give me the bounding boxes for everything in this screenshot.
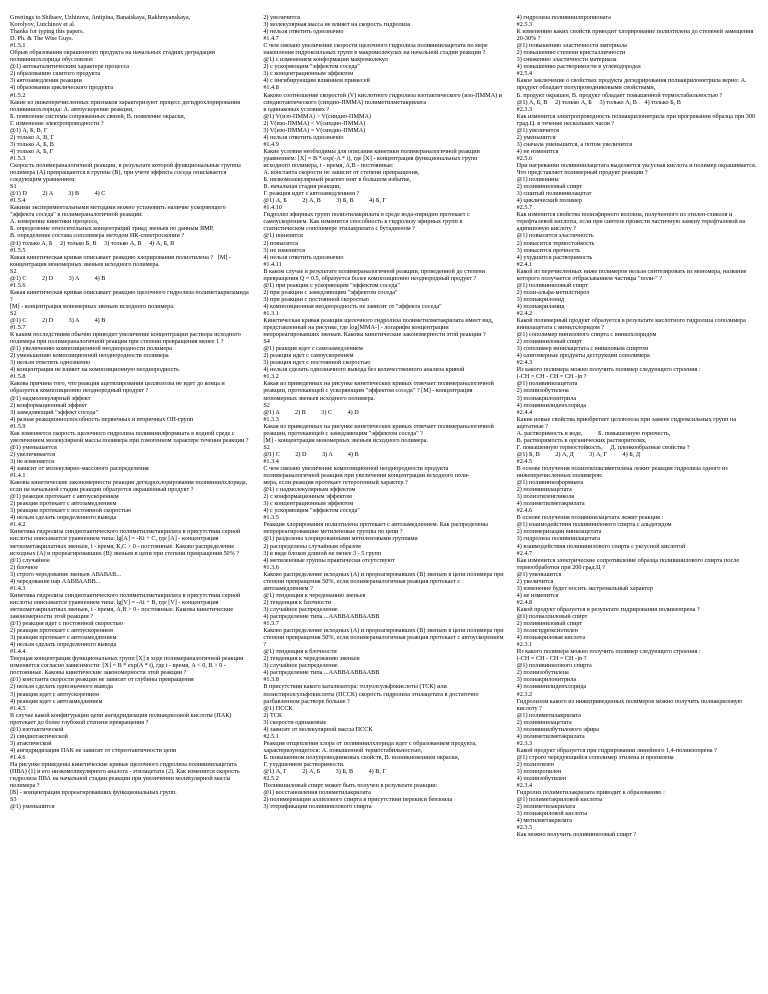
- text-line: @1) увеличению композиционной неоднородности полимера: [10, 345, 172, 353]
- text-line: 3) изменение будет носить экстремальный характер: [516, 584, 653, 592]
- text-line: #1.5.2: [10, 91, 26, 99]
- text-line: #1.5.1: [10, 42, 26, 50]
- text-line: Какой продукт образуется при гидрировании линейного 1,4-полиизопрена ?: [516, 746, 717, 754]
- text-line: 4) ухудшится растворимость: [516, 253, 593, 261]
- text-line: 2) повысится: [263, 239, 298, 247]
- text-line: 2) уменьшению композиционной неоднородности полимера: [10, 352, 169, 360]
- text-line: 2) V(изо-ПММА) < V(синдио-ПММА): [263, 119, 366, 127]
- text-line: @1) восстановления полиметилакрилата: [263, 789, 371, 797]
- text-line: 4) только А, Б, Г: [10, 147, 54, 155]
- text-line: 3) замедляющий "эффект соседа": [10, 408, 99, 416]
- text-line: #1.5.8: [10, 373, 26, 381]
- text-line: #1.5.6: [10, 281, 26, 289]
- text-line: 2) реакция идет с самоускорением: [263, 352, 354, 360]
- text-line: 3) строго чередование звеньев АВАВАВ...: [10, 570, 121, 578]
- text-line: [M] - концентрация мономерных звеньев исходного полимера.: [10, 302, 175, 310]
- text-line: #2.3.3: [516, 105, 533, 113]
- text-line: @1) C 2) D 3) A 4) B: [263, 450, 359, 458]
- column-left: [10, 14, 251, 990]
- text-line: 2) только А, В, Г: [10, 133, 54, 141]
- text-line: мера, если реакция протекает гетерогенный характер ?: [263, 479, 408, 487]
- text-line: Скорость полимераналогичной реакции, в результате которой функциональные группы полимера (А) превращаются в группы (В), при учете эффекта соседа описывается следующим уравнением:: [10, 161, 243, 184]
- text-line: [M] - концентрация мономерных звеньев исходного полимера.: [263, 436, 428, 444]
- text-line: 4) полиметилметакрилата: [516, 732, 585, 740]
- text-line: Какой продукт образуется в результате гидрирования полиизопрена ?: [516, 605, 700, 613]
- text-line: @1) реакция идет с самозамедлением: [263, 345, 363, 353]
- text-line: @1) тенденция к чередованию звеньев: [263, 591, 366, 599]
- text-line: #1.4.10: [263, 204, 282, 212]
- text-line: #2.5.7: [516, 204, 533, 212]
- text-line: А. измерение кинетики процесса,: [10, 218, 99, 226]
- text-line: 3) нельзя ответить однозначно: [10, 359, 91, 367]
- text-line: Б. низкомолекулярный реагент взят в большом избытке,: [263, 176, 412, 184]
- text-line: 4) нельзя сделать однозначного вывода без количественного анализа кривой: [263, 366, 465, 374]
- text-line: 3) только А, Б, В: [10, 140, 54, 148]
- text-line: При нагревании поливинилацетата выделяется уксусная кислота и полимер окрашивается. Что представляет полимерный продукт реакции ?: [516, 161, 758, 177]
- text-line: 2) тенденция к блочности: [263, 598, 332, 606]
- text-line: 2) полиметилакрилата: [516, 803, 576, 811]
- text-line: 2) увеличится: [516, 577, 554, 585]
- text-line: 2) распределены случайным образом: [263, 542, 361, 550]
- text-line: 4) повышению растворимости в углеводородах: [516, 63, 641, 71]
- text-line: S2: [10, 309, 17, 317]
- text-line: 3) этерификации поливинилового спирта: [263, 803, 372, 811]
- text-line: Г. реакция идет с автозамедлением ?: [263, 190, 360, 198]
- text-line: 4) реакция идет с автозамедлением: [10, 697, 103, 705]
- text-line: S4: [263, 338, 270, 346]
- text-line: В каком случае в результате полимераналогичной реакции, проведенной до степени превращения Q = 0.5, образуется более композиционно неоднородный продукт ?: [263, 267, 487, 282]
- text-line: @1) А, Б, В 2) только А, Б 3) только А, В 4) только Б, В: [516, 98, 681, 106]
- text-line: 3) снижению эластичности материала: [516, 56, 617, 64]
- text-line: 2) увеличится: [263, 14, 300, 21]
- text-line: #1.4.8: [263, 84, 279, 92]
- text-line: 2) ТСК: [263, 711, 283, 719]
- text-line: 2) поливинилацетата: [516, 486, 572, 494]
- text-line: Кинетическая кривая реакции щелочного гидролиза полиметилметакрилата имеет вид, представленный на рисунке, где log[ММА-] - логарифм концентрации непрореагировавших звеньев. Каковы кинетические закономерности этой реакции ?: [263, 317, 495, 339]
- text-line: @1) уменьшится: [10, 803, 55, 811]
- text-line: @1) полиенины: [516, 176, 559, 184]
- text-line: 4) метилметакрилата: [516, 817, 572, 825]
- text-line: 4) концентрация не влияет на композиционную неоднородность: [10, 366, 179, 374]
- text-line: @1) разделены хлорированными метиленовыми группами: [263, 535, 418, 543]
- text-line: Б. продукт окрашен, В. продукт обладает повышенной термостабильностью ?: [516, 91, 723, 99]
- text-line: 4) нельзя ответить однозначно: [263, 28, 344, 36]
- text-line: 4) гидролиза поливинилпропионата: [516, 14, 611, 21]
- text-line: S1: [10, 183, 17, 191]
- text-line: #1.4.4: [10, 648, 26, 656]
- text-line: Б. появление системы сопряженных связей, В. появление окраски,: [10, 112, 186, 120]
- text-line: Thanks for typing this papers.: [10, 28, 85, 36]
- text-line: 4) поливинилиденхлорида: [516, 401, 587, 409]
- text-line: 4) нельзя ответить однозначно: [263, 253, 344, 261]
- text-line: 2) при реакции с замедляющим "эффектом соседа": [263, 288, 398, 296]
- text-line: К изменению каких свойств приводит хлорирование полиэтилена до степеней замещения 20-30% ?: [516, 28, 755, 43]
- text-line: С чем связано увеличение скорости щелочного гидролиза поливинилацетата по мере накопления гидроксильных групп в макромолекулах на начальной стадии реакции ?: [263, 42, 490, 57]
- text-line: 2) полиизобутилена: [516, 669, 569, 677]
- text-line: @1) с надмолекулярным эффектом: [263, 486, 356, 494]
- text-line: Реакция отщепления хлора от поливинилхлорида идет с образованием продукта, характеризующегося: А. повышенной термостабильностью,: [263, 739, 479, 754]
- text-line: 3) с концентрационным эффектом: [263, 70, 354, 78]
- text-line: 3) полиакрилонитрила: [516, 676, 577, 684]
- text-line: 3) сополимер винилацетата с виниловым спиртом: [516, 345, 649, 353]
- column-middle: [263, 14, 504, 990]
- text-line: #2.4.6: [516, 507, 533, 515]
- text-line: 3) молекулярная масса не влияет на скорость гидролиза: [263, 21, 411, 29]
- text-line: Какие из нижеперечисленных признаков характеризуют процесс дегидрохлорирования поливинилхлорида: А. автоускорение реакции,: [10, 98, 242, 113]
- text-line: 3) полиакрилонид: [516, 295, 565, 303]
- text-line: @1) D 2) A 3) B 4) C: [10, 190, 106, 198]
- text-line: 3) не изменяется: [10, 457, 54, 465]
- text-line: С чем связано увеличение композиционной неоднородности продукта полимераналогичной реакции при увеличении концентрации исходного поли-: [263, 465, 470, 480]
- text-line: #2.5.2: [263, 775, 279, 783]
- text-line: 4) ангидридизация ПАК не зависит от стереотактичности цепи: [10, 746, 177, 754]
- text-line: 2) реакция протекает с автозамедлением: [10, 500, 117, 508]
- text-line: В. начальная стадия реакции,: [263, 183, 341, 191]
- text-line: 2) повысится термостойкость: [516, 239, 595, 247]
- text-line: Б. повышенном полупроводниковых свойств, В. возникновением окраски,: [263, 753, 460, 761]
- text-line: #1.3.1: [263, 309, 279, 317]
- text-line: #1.3.7: [263, 620, 279, 628]
- text-line: В присутствии какого катализатора: толуолсульфокислоты (ТСК) или полистиролсульфокислоты (ПССК) скорость гидролиза этилацетата в достаточно разбавленном растворе больше ?: [263, 683, 481, 705]
- text-line: @1) повысится эластичность: [516, 232, 594, 240]
- text-line: D. Ph. & The Wise Guys.: [10, 35, 74, 43]
- text-line: #2.4.2: [516, 309, 533, 317]
- text-line: 4) полиакриламид: [516, 302, 565, 310]
- text-line: 3) полиэтиленгликоля: [516, 493, 575, 501]
- text-line: 3) случайное распределение: [263, 662, 338, 670]
- text-line: Как изменится электропроводность полиакрилонитрила при прогревании образца при 300 град.Ц. в течение нескольких часов ?: [516, 112, 757, 127]
- text-line: #2.4.5: [516, 457, 533, 465]
- text-line: #1.3.4: [263, 457, 279, 465]
- text-line: 4) нельзя сделать определенного вывода: [10, 641, 117, 649]
- text-line: @1) C 2) D 3) A 4) B: [10, 317, 106, 325]
- column-right: [517, 14, 758, 990]
- text-line: @1) A 2) B 3) C 4) D: [263, 408, 359, 416]
- text-line: Поливиниловый спирт может быть получен в результате реакции:: [263, 782, 438, 790]
- text-line: Какое заключение о свойствах продукта дегидрирования полиакрилонитрила верно: А. продукт обладает полупроводниковыми свойствами,: [516, 77, 749, 92]
- text-line: Какие новые свойства приобретает целлюлоза при замене гидроксильных групп на ацетатные ?: [516, 415, 738, 430]
- text-line: @1) C 2) D 3) A 4) B: [10, 274, 106, 282]
- text-line: 4) распределение типа ...ААВВААВВААВВ: [263, 612, 380, 620]
- text-line: #2.4.1: [516, 260, 533, 268]
- text-line: 4) нельзя ответить однозначно: [263, 133, 344, 141]
- text-line: 2) с ускоряющим "эффектом соседа": [263, 63, 360, 71]
- text-line: Г. повышенную термостойкость, Д. пленкообразные свойства ?: [516, 443, 690, 451]
- text-line: 4) взаимодействия поливинилового спирта с уксусной кислотой: [516, 542, 686, 550]
- text-line: @1) понизится: [263, 232, 303, 240]
- text-line: 4) метиленовые группы практически отсутствуют: [263, 556, 395, 564]
- text-line: Как изменяется скорость щелочного гидролиза поливинилформиата в водной среде с увеличением молекулярной массы полимера при гомогенном характере течения реакции ?: [10, 429, 249, 444]
- text-line: 3) реакция идет с автоускорением: [10, 690, 99, 698]
- text-line: 4) не изменится: [516, 147, 559, 155]
- text-line: Какая из приведенных на рисунке кинетических кривых отвечает полимераналогичной реакции, протекающей с замедляющим "эффектом соседа" ?: [263, 422, 496, 437]
- text-line: @1) V(изо-ПММА) > V(синдио-ПММА): [263, 112, 372, 120]
- text-line: 2) поливиниловый спирт: [516, 338, 583, 346]
- text-line: Какой из перечисленных ниже полимеров нельзя синтезировать из мономера, название которого получается отбрасыванием частицы "поли-" ?: [516, 267, 749, 282]
- text-line: 3) с концентрационным эффектом: [263, 500, 354, 508]
- text-line: @1) повышению эластичности материала: [516, 42, 627, 50]
- text-line: @1) поливиниловый спирт: [516, 281, 588, 289]
- text-line: #1.4.1: [10, 472, 26, 480]
- text-line: Текущая концентрация функциональных групп [X] в ходе полимераналогичной реакции изменяется согласно зависимости: [X] = B * exp(A * t), где t - время, А < 0, В > 0 - постоянные. Каковы кинетические закономерности этой реакции ?: [10, 655, 245, 677]
- text-line: #1.5.4: [10, 197, 26, 205]
- text-line: 3) поливинилбутилового эфира: [516, 725, 600, 733]
- text-line: Каковы кинетические закономерности реакции дегидрохлорирования поливинилхлорида, если на начальной стадии реакции образуется окрашенный продукт ?: [10, 479, 249, 494]
- text-line: Гидролиз полиметилакрилата приводит к образованию :: [516, 789, 665, 797]
- text-line: Как можно получить поливиниловый спирт ?: [516, 831, 637, 839]
- text-line: Из какого полимера можно получить полимер следующего строения :: [516, 366, 701, 374]
- text-line: 2) уменьшится: [516, 133, 556, 141]
- text-line: На рисунке приведены кинетические кривые щелочного гидролиза поливинилацетата (ПВА) (1) и его низкомолекулярного аналога - этилацетата (2). Как изменится скорость гидролиза ПВА на начальной стадии реакции при увеличении молекулярной массы полимера ?: [10, 760, 242, 790]
- text-line: #1.3.5: [263, 514, 279, 522]
- text-line: 2) поливиниловый спирт: [516, 620, 583, 628]
- text-line: Как изменится свойства полиэфирного волокна, полученного из этилен-гликоля и терефталевой кислоты, если при синтезе провести частичную замену терефталевой на адипиновую кислоту ?: [516, 211, 747, 233]
- text-line: 4) зависит от молекулярно-массового распределения: [10, 465, 149, 472]
- text-line: 3) в виде блоков длиной не менее 3 - 5 групп: [263, 549, 382, 557]
- text-line: В основе получения поливинилацетата лежит реакция :: [516, 514, 664, 522]
- text-line: К каким последствиям обычно приводит увеличение концентрации раствора исходного полимера при полимераналогичной реакции при степени превращения менее 1 ?: [10, 331, 243, 346]
- text-line: 3) полиакриловой кислоты: [516, 810, 588, 818]
- text-line: Какая из приведенных на рисунке кинетических кривых отвечает полимераналогичной реакции, протекающей с ускоряющим "эффектом соседа" ? [M] - концентрация мономерных звеньев исходного полимера.: [263, 380, 496, 402]
- text-line: @1) полиаллиловый спирт: [516, 612, 588, 620]
- text-line: Г. ухудшением растворимости.: [263, 760, 345, 768]
- text-line: @1) реакция идет с постоянной скоростью: [10, 620, 123, 628]
- text-line: @1) взаимодействия поливинилового спирта с альдегидом: [516, 521, 672, 529]
- text-line: 2) блочное: [10, 563, 39, 571]
- text-line: 4) распределение типа ...ААВВААВВААВВ: [263, 669, 380, 677]
- text-line: #2.3.3: [516, 739, 533, 747]
- text-line: 3) не изменится: [263, 246, 305, 254]
- text-line: @1) случайное: [10, 556, 50, 564]
- text-line: @1) при реакции с ускоряющим "эффектом соседа": [263, 281, 400, 289]
- text-line: 4) образовании циклического продукта: [10, 84, 113, 92]
- text-line: 3) скорости одинаковые: [263, 718, 327, 726]
- text-line: #2.5.3: [516, 21, 533, 29]
- text-line: #1.4.3: [10, 584, 26, 592]
- text-line: #2.5.4: [516, 70, 533, 78]
- text-line: А. константа скорости не зависит от степени превращения,: [263, 169, 420, 177]
- text-line: 4) поливинилиденхлорида: [516, 683, 587, 691]
- text-line: 3) при реакции с постоянной скоростью: [263, 295, 369, 303]
- text-line: @1) уменьшается: [10, 443, 57, 451]
- text-line: S2: [263, 401, 270, 409]
- text-line: #1.4.9: [263, 140, 279, 148]
- text-line: S2: [263, 443, 270, 451]
- text-line: #1.4.6: [10, 753, 26, 761]
- text-line: S2: [10, 267, 17, 275]
- text-line: 4) циклический полимер: [516, 197, 582, 205]
- text-line: Greetings to Shibaev, Uzhinova, Antipina, Banatskaya, Rakhmyanskaya,: [10, 14, 191, 21]
- text-line: Какие условия необходимы для описания кинетики полимераналогичной реакции уравнением: [X] = B * exp(-A * t), где [X] - концентрация функциональных групп исходного полимера, t - время, А,В - постоянные:: [263, 147, 482, 169]
- text-line: 2) повышению степени кристалличности: [516, 49, 626, 57]
- text-line: 3) сшитый поливинилацетат: [516, 190, 592, 198]
- text-line: В. растворимость в органических растворителях,: [516, 436, 647, 444]
- text-line: 3) реакция идет с постоянной скоростью: [263, 359, 371, 367]
- text-line: #1.5.3: [10, 154, 26, 162]
- text-line: Какова причина того, что реакция ацетилирования целлюлозы не идет до конца и образуется композиционно неоднородный продукт ?: [10, 380, 227, 395]
- text-line: @1) поливинилацетата: [516, 380, 578, 388]
- text-line: 2) полимеризации аллилового спирта в присутствии перекиси бензоила: [263, 796, 453, 804]
- text-line: 4) композиционная неоднородность не зависит от "эффекта соседа": [263, 302, 442, 310]
- text-line: В основе получения полиэтилоксиметилена лежит реакция гидролиза одного из нижеперечисленных полимеров:: [516, 465, 730, 480]
- text-line: (-CH = CH - CH = CH -)n ?: [516, 373, 587, 381]
- text-line: #1.5.5: [10, 246, 26, 254]
- text-line: #1.3.6: [263, 563, 279, 571]
- text-line: @1) только А, Б 2) только Б, В 3) только А, В 4) А, Б, В: [10, 239, 175, 247]
- text-line: @1) поливинилформиата: [516, 479, 584, 487]
- text-line: @1) тенденция к блочности: [263, 648, 337, 656]
- text-line: Из какого полимера можно получить полимер следующего строения :: [516, 648, 701, 656]
- text-line: 4) полиакриловая кислота: [516, 634, 586, 642]
- text-line: @1) А, Б 2) А, В 3) Б, В 4) Б, Г: [263, 197, 387, 205]
- text-line: Кинетика гидролиза синдиотактического полиметилметакрилата в присутствии серной кислоты описывается уравнением типа: lg[A] = -Kt + C, где [A] - концентрация метилметакрилатных звеньев, t - время, К,С > 0 - постоянные. Каково распределение исходных (А) и прореагировавших (В) звеньев в цепи при степени превращения 50% ?: [10, 528, 242, 557]
- text-line: #2.4.4: [516, 408, 533, 416]
- text-line: Б. определение относительных концентраций триад звеньев по данным ЯМР,: [10, 225, 214, 233]
- text-line: 4) чередование пар ААВВААВВ...: [10, 577, 101, 585]
- text-line: 3) повысится прочность: [516, 246, 581, 254]
- text-line: #1.3.3: [263, 415, 279, 423]
- text-line: @1) надмолекулярный эффект: [10, 394, 91, 402]
- text-line: 2) образованию сшитого продукта: [10, 70, 101, 78]
- text-line: #1.3.8: [263, 676, 279, 684]
- text-line: @1) константа скорости реакции не зависит от глубины превращения: [10, 676, 194, 684]
- text-line: #1.4.11: [263, 260, 282, 268]
- text-line: #1.4.7: [263, 35, 279, 43]
- text-line: #1.4.5: [10, 704, 26, 712]
- text-line: 4) с ингибирующим влиянием примесей: [263, 77, 370, 85]
- text-line: 2) поливиниловый спирт: [516, 183, 583, 191]
- text-line: 3) V(изо-ПММА) = V(синдио-ПММА): [263, 126, 366, 134]
- text-line: Обрыв образования окрашенного продукта на начальных стадиях деградации поливинилхлорида обусловлен:: [10, 49, 217, 64]
- text-line: 2) полимеризации винилацетата: [516, 528, 602, 536]
- text-line: 4) не изменится: [516, 591, 559, 599]
- text-line: 3) атактической: [10, 739, 52, 747]
- text-line: #2.5.1: [263, 732, 279, 740]
- text-line: 3) случайное распределение: [263, 605, 338, 613]
- text-line: #2.4.7: [516, 549, 533, 557]
- text-line: Гидролиз эфирных групп полиэтилакрилата в среде вода-пиридин протекает с самоускорением. Как изменится способность к гидролизу эфирных групп в статистическом сополимере этилакрилата с бутадиеном ?: [263, 211, 472, 233]
- text-line: Какая кинетическая кривая описывает реакцию щелочного гидролиза полиметакриламида ?: [10, 288, 251, 303]
- text-line: Каково распределение исходных (А) и прореагировавших (В) звеньев в цепи полимера при степени превращения 50%, если полимераналогичная реакция протекает с автоускорением ?: [263, 627, 506, 649]
- text-line: [В] - концентрация прореагировавших функциональных групп.: [10, 789, 177, 797]
- text-line: 4) нельзя сделать определенного вывода: [10, 514, 117, 522]
- text-line: Какой полимерный продукт образуется в результате кислотного гидролиза сополимера винилацетата с винилхлоридом ?: [516, 317, 748, 332]
- text-line: S3: [10, 796, 17, 804]
- text-line: 4) зависит от молекулярной массы ПССК: [263, 725, 373, 733]
- text-line: 2) нельзя сделать однозначного вывода: [10, 683, 113, 691]
- text-line: 2) реакция протекает с автоускорением: [10, 627, 113, 635]
- text-line: @1) ПССК: [263, 704, 293, 712]
- text-line: #2.3.5: [516, 824, 533, 832]
- text-line: Каково соотношение скоростей (V) кислотного гидролиза изотактического (изо-ПММА) и синдиотактического (синдио-ПММА) полиметилметакрилата: [263, 91, 504, 106]
- text-line: @1) А, Б, В, Г: [10, 126, 48, 134]
- text-line: 2) конформационный эффект: [10, 401, 87, 409]
- text-line: 3) автозамедлении реакции: [10, 77, 82, 85]
- text-line: #1.4.2: [10, 521, 26, 529]
- text-line: 4) полиизобутилен: [516, 775, 567, 783]
- text-line: 3) сначала уменьшится, а потом увеличится: [516, 140, 633, 148]
- text-line: #2.3.2: [516, 690, 533, 698]
- text-line: 2) поли-альфа-метилстирол: [516, 288, 590, 296]
- text-line: #2.4.3: [516, 359, 533, 367]
- text-line: Каково распределение исходных (А) и прореагировавших (В) звеньев в цепи полимера при степени превращения 50%, если полимераналогичная реакция протекает с автозамедлением ?: [263, 570, 506, 592]
- text-line: @1) реакция протекает с автоускорением: [10, 493, 119, 501]
- text-line: 4) полиметилметакрилата: [516, 500, 585, 508]
- text-line: Гидролизом какого из нижеприведенных полимеров можно получить полиакриловую кислоту ?: [516, 697, 744, 712]
- text-columns: [10, 14, 758, 990]
- text-line: 3) полипропилен: [516, 768, 562, 776]
- text-line: 2) тенденция к чередованию звеньев: [263, 655, 360, 663]
- text-line: @1) сополимер винилового спирта с винилхлоридом: [516, 331, 657, 339]
- text-line: 3) гидролиза поливинилацетата: [516, 535, 600, 543]
- text-line: #2.3.1: [516, 641, 533, 649]
- text-line: 2) увеличивается: [10, 450, 55, 458]
- text-line: 2) полиэтилен: [516, 760, 554, 768]
- text-line: @1) Б, В 2) А, Д 3) А, Г 4) Б, Д: [516, 450, 641, 458]
- text-line: 4) олигомерные продукты деструкции сополимера: [516, 352, 650, 360]
- text-line: 3) реакция протекает с постоянной скоростью: [10, 507, 132, 515]
- text-line: В. определение состава сополимера методом ИК-спектроскопии ?: [10, 232, 185, 240]
- text-line: 3) полигидроксиэтилен: [516, 627, 578, 635]
- text-line: Г. изменение электропроводности ?: [10, 119, 104, 127]
- text-line: 4) с ускоряющим "эффектом соседа": [263, 507, 360, 515]
- text-line: (-CH = CH - CH = CH -)n ?: [516, 655, 587, 663]
- text-line: 2) синдиотактической: [10, 732, 68, 740]
- text-line: @1) полиметакриловой кислоты: [516, 796, 603, 804]
- text-line: #1.3.2: [263, 373, 279, 381]
- text-line: @1) уменьшится: [516, 570, 562, 578]
- text-line: #2.5.6: [516, 154, 533, 162]
- text-line: 2) полиизобутилена: [516, 387, 569, 395]
- text-line: 2) с конформационным эффектом: [263, 493, 352, 501]
- text-line: @1) с изменением конформации макромолекул: [263, 56, 388, 64]
- text-line: @1) автокаталитическим характере процесса: [10, 63, 130, 71]
- text-line: @1) изотактической: [10, 725, 64, 733]
- text-line: 4) разная реакционноспособность первичных и вторичных ОН-групп: [10, 415, 194, 423]
- text-line: 3) полиакрилонитрила: [516, 394, 577, 402]
- text-line: Как изменится электрические сопротивление образца поливинилового спирта после термообработки при 200 град.Ц ?: [516, 556, 741, 571]
- text-line: Какими экспериментальными методами можно установить наличие ускоряющего "эффекта соседа" в полимераналогичной реакции:: [10, 204, 228, 219]
- text-line: @1) строго чередующийся сополимер этилена и пропилена: [516, 753, 674, 761]
- text-line: 3) реакция протекает с автозамедлением: [10, 634, 117, 642]
- text-line: в одинаковых условиях ?: [263, 105, 330, 113]
- text-line: 2) поливинилацетата: [516, 718, 572, 726]
- text-line: #1.5.7: [10, 324, 26, 332]
- text-line: @1) А, Г 2) А, Б 3) Б, В 4) В, Г: [263, 768, 387, 776]
- text-line: #2.3.4: [516, 782, 533, 790]
- text-line: Реакция хлорирования полиэтилена протекает с автозамедлением. Как распределены непрореагировавшие метиленовые группы по цепи ?: [263, 521, 490, 536]
- text-line: Кинетика гидролиза синдиотактического полиметилметакрилата в присутствии серной кислоты описывается уравнением типа: lg[V] = -At + B, где [V] - концентрация метилметакрилатных звеньев, t - время, А,В > 0 - постоянные. Каковы кинетические закономерности этой реакции ?: [10, 591, 242, 620]
- text-line: #2.4.8: [516, 598, 533, 606]
- text-line: @1) увеличится: [516, 126, 559, 134]
- text-line: @1) поливинилового спирта: [516, 662, 592, 670]
- text-line: В случае какой конфигурации цепи ангидридизация полиакриловой кислоты (ПАК) протекает до более глубокой степени превращения ?: [10, 711, 233, 726]
- text-line: А. растворимость в воде, Б. повышенную горючесть,: [516, 429, 671, 437]
- text-line: Какая кинетическая кривая описывает реакцию хлорирования полиэтилена ? [M] - концентрация мономерных звеньев исходного полимера.: [10, 253, 233, 268]
- text-line: Korolyov, Lutchinov et al.: [10, 21, 76, 29]
- text-line: #1.5.9: [10, 422, 26, 430]
- text-line: @1) полиметилакрилата: [516, 711, 581, 719]
